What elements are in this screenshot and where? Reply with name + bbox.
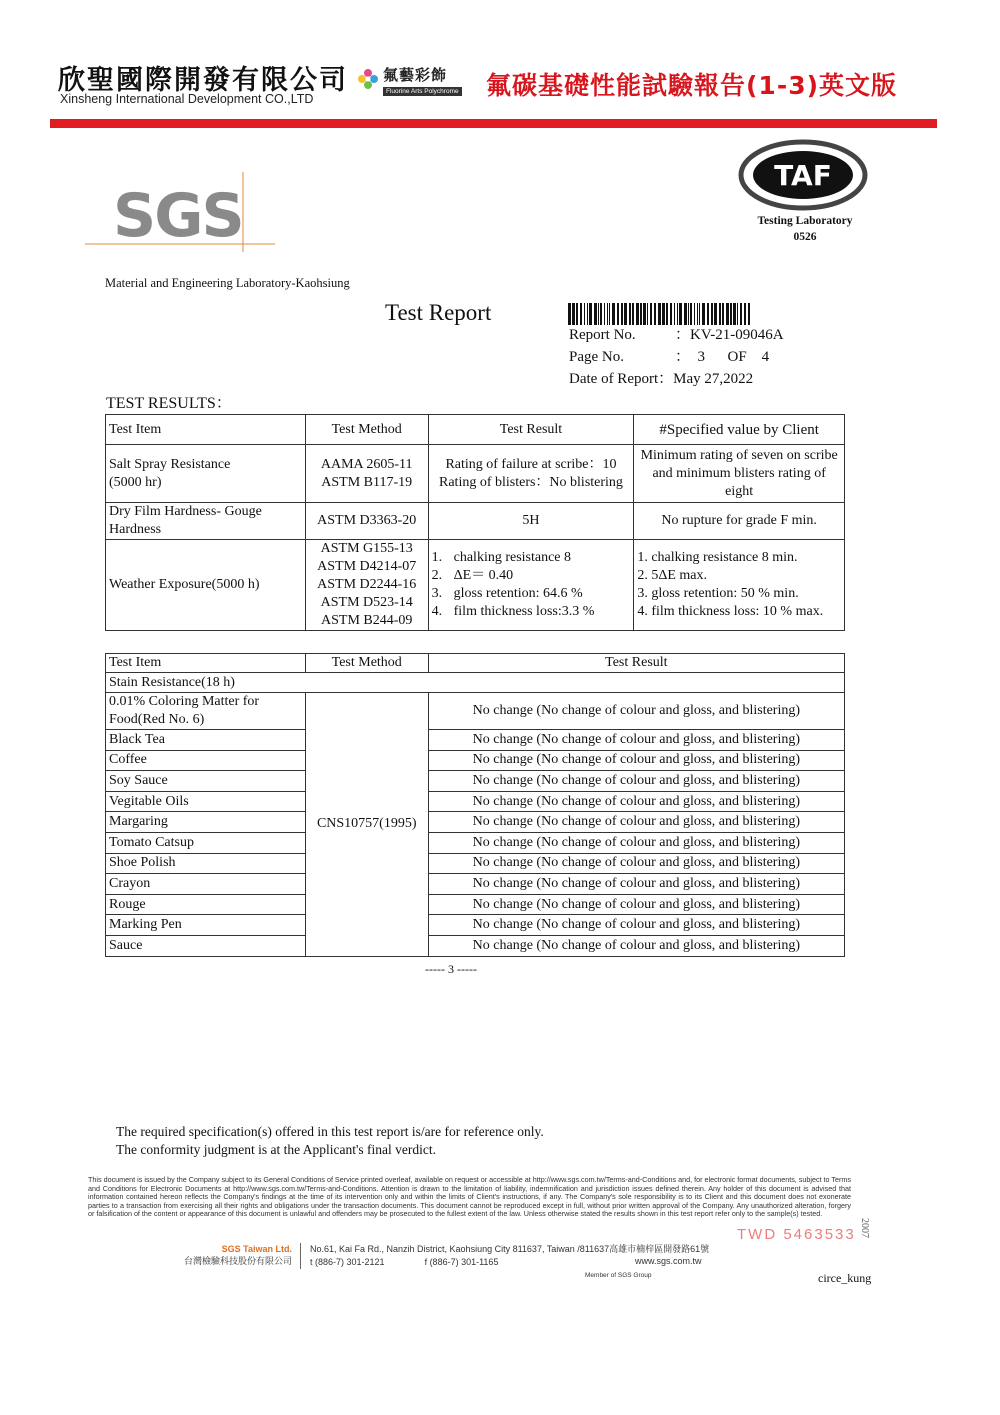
row-result: No change (No change of colour and gloss, and blistering) [428, 730, 844, 751]
report-meta [569, 324, 784, 390]
barcode-bar [670, 303, 672, 325]
barcode-bar [604, 303, 605, 325]
barcode-bar [643, 303, 646, 325]
method-line: ASTM G155-13 [320, 541, 413, 556]
test-results-table [105, 414, 845, 631]
row-result: No change (No change of colour and gloss, and blistering) [428, 874, 844, 895]
section-title: Stain Resistance(18 h) [106, 673, 845, 693]
disclaimer-line: The required specification(s) offered in this test report is/are for reference only. [116, 1124, 544, 1139]
footer-company-en: SGS Taiwan Ltd. [221, 1244, 292, 1254]
document-title: 氟碳基礎性能試驗報告(1-3)英文版 [486, 71, 898, 100]
taf-caption [735, 213, 875, 245]
table-row [106, 503, 845, 540]
barcode-bar [697, 303, 698, 325]
row-result: No change (No change of colour and gloss, and blistering) [428, 935, 844, 956]
list-number: 3. [431, 586, 443, 601]
row-spec: No rupture for grade F min. [634, 503, 845, 540]
list-text: film thickness loss: 10 % max. [651, 604, 824, 619]
row-result: No change (No change of colour and gloss, and blistering) [428, 693, 844, 730]
list-number: 1. [637, 550, 648, 565]
barcode-bar [629, 303, 631, 325]
list-item [637, 567, 841, 585]
barcode-bar [589, 303, 592, 325]
page-no-label: Page No. [569, 349, 624, 365]
header-test-item: Test Item [106, 654, 306, 673]
table-header-row [106, 654, 845, 673]
footer-website: www.sgs.com.tw [635, 1256, 702, 1266]
barcode-bar [647, 303, 648, 325]
list-number: 3. [637, 586, 648, 601]
list-number: 4. [431, 604, 443, 619]
list-text: 5ΔE max. [651, 568, 707, 583]
footer-member: Member of SGS Group [585, 1272, 652, 1279]
footer-company [162, 1243, 292, 1269]
test-results-label: TEST RESULTS： [106, 395, 232, 412]
list-number: 4. [637, 604, 648, 619]
row-result: No change (No change of colour and gloss, and blistering) [428, 771, 844, 792]
barcode-bar [748, 303, 750, 325]
table-header-row [106, 415, 845, 445]
report-no-label: Report No. [569, 327, 636, 343]
barcode-bar [726, 303, 729, 325]
row-result: Rating of failure at scribe：10 Rating of blisters：No blistering [428, 445, 634, 503]
row-item: Shoe Polish [106, 853, 306, 874]
barcode-bar [662, 303, 665, 325]
signature: circe_kung [818, 1271, 872, 1285]
row-item: Sauce [106, 935, 306, 956]
brand-name-en: Fluorine Arts Polychrome [383, 87, 462, 96]
page-mark: ----- 3 ----- [425, 962, 477, 976]
list-text: ΔE＝ 0.40 [453, 568, 514, 583]
barcode-bar [677, 303, 678, 325]
row-item: Crayon [106, 874, 306, 895]
method-line: ASTM B244-09 [321, 613, 413, 628]
taf-logo [737, 138, 869, 212]
list-item [637, 603, 841, 621]
section-row [106, 673, 845, 693]
header-test-result: Test Result [428, 415, 634, 445]
barcode-bar [702, 303, 705, 325]
barcode-bar [576, 303, 578, 325]
barcode-bar [699, 303, 700, 325]
row-item: Tomato Catsup [106, 832, 306, 853]
row-spec-list [634, 540, 845, 631]
footer-company-zh: 台灣檢驗科技股份有限公司 [183, 1257, 292, 1267]
list-number: 2. [431, 568, 443, 583]
row-item: 0.01% Coloring Matter for Food(Red No. 6) [106, 693, 306, 730]
lab-name: Material and Engineering Laboratory-Kaohsiung [105, 276, 350, 290]
barcode-bar [594, 303, 597, 325]
barcode-bar [632, 303, 634, 325]
row-result: No change (No change of colour and gloss, and blistering) [428, 915, 844, 936]
barcode-bar [730, 303, 732, 325]
row-result-list [428, 540, 634, 631]
row-item: Vegitable Oils [106, 791, 306, 812]
row-item: Black Tea [106, 730, 306, 751]
row-result: No change (No change of colour and gloss, and blistering) [428, 812, 844, 833]
barcode-bar [737, 303, 738, 325]
row-item: Coffee [106, 750, 306, 771]
list-item [432, 549, 631, 567]
barcode-bar [666, 303, 668, 325]
row-spec: Minimum rating of seven on scribe and minimum blisters rating of eight [634, 445, 845, 503]
row-result: No change (No change of colour and gloss, and blistering) [428, 894, 844, 915]
row-result: No change (No change of colour and gloss, and blistering) [428, 832, 844, 853]
footer-divider [300, 1243, 301, 1269]
barcode-bar [650, 303, 652, 325]
sgs-logo-text: SGS [113, 181, 243, 251]
brand-name-zh: 氟藝彩飾 [383, 66, 448, 84]
barcode-bar [584, 303, 585, 325]
list-text: chalking resistance 8 min. [651, 550, 798, 565]
barcode-bar [607, 303, 608, 325]
taf-logo-text: TAF [774, 159, 832, 192]
table-row [106, 771, 845, 792]
list-item [637, 585, 841, 603]
date-label: Date of Report： [569, 371, 674, 387]
taf-caption-line2: 0526 [793, 231, 817, 243]
company-name-en: Xinsheng International Development CO.,LTD [60, 92, 314, 106]
list-text: chalking resistance 8 [453, 550, 572, 565]
barcode-bar [600, 303, 602, 325]
barcode-bar [694, 303, 695, 325]
table-row [106, 874, 845, 895]
footer-tel: t (886-7) 301-2121 [310, 1257, 385, 1267]
method-line: ASTM D4214-07 [317, 559, 417, 574]
table-row [106, 935, 845, 956]
row-item: Soy Sauce [106, 771, 306, 792]
disclaimer [116, 1123, 544, 1159]
header-test-item: Test Item [106, 415, 306, 445]
row-result: No change (No change of colour and gloss, and blistering) [428, 750, 844, 771]
row-result: No change (No change of colour and gloss, and blistering) [428, 853, 844, 874]
barcode-bar [624, 303, 627, 325]
barcode-bar [707, 303, 709, 325]
sgs-logo [85, 172, 275, 252]
brand-flower-icon [357, 68, 379, 90]
row-method: CNS10757(1995) [305, 693, 428, 957]
barcode-bar [609, 303, 610, 325]
list-text: gloss retention: 64.6 % [453, 586, 583, 601]
table-row [106, 693, 845, 730]
table-row [106, 540, 845, 631]
legal-fine-print: This document is issued by the Company subject to its General Conditions of Service printed overleaf, available on request or accessible at http://www.sgs.com.tw/Terms-and-Conditions and, for electronic format documents, subject to Terms and Conditions for Electronic Documents at http://www.sgs.com.tw/Terms-and-Conditions. Attention is drawn to the limitation of liability, indemnification and jurisdiction issues defined therein. Any holder of this document is advised that information contained hereon reflects the Company's findings at the time of its intervention only and within the limits of Client's instructions, if any. The Company's sole responsibility is to its Client and this document does not exonerate parties to a transaction from exercising all their rights and obligations under the transaction documents. This document cannot be reproduced except in full, without prior written approval of the Company. Any unauthorized alteration, forgery or falsification of the content or appearance of this document is unlawful and offenders may be prosecuted to the fullest extent of the law. Unless otherwise stated the results shown in this test report refer only to the sample(s) tested. [88, 1175, 851, 1219]
list-text: gloss retention: 50 % min. [651, 586, 799, 601]
barcode-bar [733, 303, 736, 325]
barcode-bar [612, 303, 615, 325]
table-row [106, 894, 845, 915]
barcode-bar [679, 303, 682, 325]
page-no-value: ： 3 OF 4 [675, 349, 770, 365]
barcode-bar [636, 303, 639, 325]
barcode-bar [711, 303, 713, 325]
header-test-method: Test Method [305, 415, 428, 445]
row-item: Marking Pen [106, 915, 306, 936]
barcode-bar [640, 303, 642, 325]
row-method: AAMA 2605-11 ASTM B117-19 [305, 445, 428, 503]
row-item: Margaring [106, 812, 306, 833]
barcode [568, 303, 750, 325]
row-item: Weather Exposure(5000 h) [106, 540, 306, 631]
list-item [432, 603, 631, 621]
side-code: 2007 [859, 1218, 870, 1238]
barcode-bar [740, 303, 742, 325]
taf-caption-line1: Testing Laboratory [757, 215, 853, 227]
table-row [106, 750, 845, 771]
barcode-bar [714, 303, 717, 325]
method-line: ASTM D523-14 [320, 595, 413, 610]
table-row [106, 730, 845, 751]
barcode-bar [598, 303, 599, 325]
disclaimer-line: The conformity judgment is at the Applicant's final verdict. [116, 1142, 436, 1157]
barcode-bar [621, 303, 623, 325]
date-value: May 27,2022 [673, 371, 754, 387]
barcode-bar [580, 303, 582, 325]
barcode-bar [722, 303, 724, 325]
header-test-method: Test Method [305, 654, 428, 673]
barcode-bar [568, 303, 571, 325]
list-item [637, 549, 841, 567]
report-title: Test Report [385, 300, 492, 325]
barcode-bar [719, 303, 721, 325]
row-result: No change (No change of colour and gloss, and blistering) [428, 791, 844, 812]
report-no-value: ：KV-21-09046A [675, 327, 784, 343]
company-name-zh: 欣聖國際開發有限公司 [58, 65, 348, 96]
list-number: 1. [431, 550, 443, 565]
barcode-bar [572, 303, 575, 325]
list-item [432, 567, 631, 585]
list-number: 2. [637, 568, 648, 583]
row-method-list [305, 540, 428, 631]
barcode-bar [617, 303, 619, 325]
row-result: 5H [428, 503, 634, 540]
table-row [106, 853, 845, 874]
list-text: film thickness loss:3.3 % [453, 604, 595, 619]
row-item: Salt Spray Resistance (5000 hr) [106, 445, 306, 503]
barcode-bar [688, 303, 689, 325]
barcode-bar [658, 303, 661, 325]
footer-address: No.61, Kai Fa Rd., Nanzih District, Kaohsiung City 811637, Taiwan /811637高雄市楠梓區開發路61號 [310, 1244, 710, 1254]
barcode-bar [587, 303, 588, 325]
stain-resistance-table [105, 653, 845, 957]
table-row [106, 445, 845, 503]
barcode-bar [684, 303, 687, 325]
row-item: Dry Film Hardness- Gouge Hardness [106, 503, 306, 540]
footer-fax: f (886-7) 301-1165 [424, 1257, 499, 1267]
header-divider [50, 119, 937, 128]
header-specified-value: #Specified value by Client [634, 415, 845, 445]
row-item: Rouge [106, 894, 306, 915]
table-row [106, 791, 845, 812]
table-row [106, 832, 845, 853]
barcode-bar [674, 303, 675, 325]
table-row [106, 812, 845, 833]
document-serial: TWD 5463533 [737, 1226, 856, 1243]
barcode-bar [744, 303, 746, 325]
method-line: ASTM D2244-16 [317, 577, 417, 592]
list-item [432, 585, 631, 603]
barcode-bar [690, 303, 692, 325]
row-method: ASTM D3363-20 [305, 503, 428, 540]
header-test-result: Test Result [428, 654, 844, 673]
barcode-bar [654, 303, 656, 325]
table-row [106, 915, 845, 936]
